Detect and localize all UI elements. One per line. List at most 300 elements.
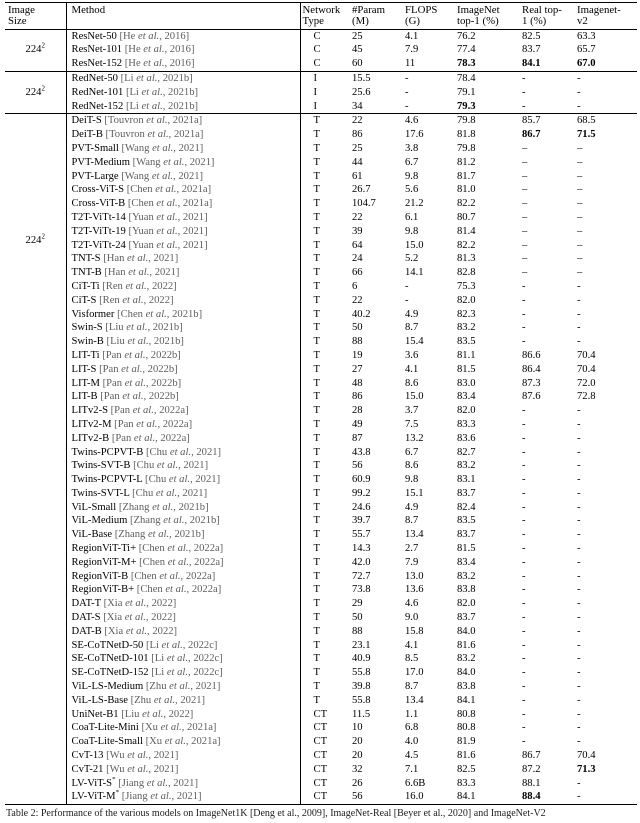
citation-link[interactable]: [Li et al., 2022c] [151,667,223,679]
citation-link[interactable]: [Liu et al., 2022] [121,708,194,720]
cell-top1: 80.8 [457,722,476,734]
cell-param: 86 [352,129,363,141]
method-cell [66,418,300,432]
cell-real: – [522,156,528,168]
method-name: CvT-13 [71,750,104,762]
cell-v2: – [577,211,583,223]
table-row [5,597,637,611]
cell-v2: - [577,529,581,541]
cell-type: CT [313,791,328,803]
column-header-line: Size [8,15,27,28]
cell-param: 44 [352,156,363,168]
table-row [5,183,637,197]
cell-type: T [313,142,320,154]
method-cell [66,528,300,542]
et-al-text: et al. [150,791,172,803]
method-name: LIT-B [71,391,98,403]
cell-top1: 81.9 [457,736,476,748]
cell-flops: 9.8 [405,225,419,237]
cell-param: 56 [352,791,363,803]
cell-type: T [313,377,320,389]
citation-link[interactable]: [Chu et al., 2021] [132,487,208,499]
cell-v2: – [577,156,583,168]
et-al-text: et al. [156,460,179,472]
citation-link[interactable]: [Xu et al., 2021a] [141,722,217,734]
column-header-line: Imagenet- [577,4,621,16]
cell-param: 55.7 [352,529,371,541]
table-row [5,128,637,142]
cell-v2: 70.4 [577,363,596,375]
method-name: ViL-LS-Base [71,694,128,706]
citation-link[interactable]: [Pan et al., 2022a] [111,432,190,444]
column-header-line: ImageNet [457,4,500,16]
citation-link[interactable]: [Wang et al., 2021] [121,142,204,154]
column-header-network-type [300,3,350,30]
cell-flops: 15.8 [405,625,424,637]
cell-type: CT [313,763,328,775]
table-row [5,763,637,777]
cell-flops: 6.7 [405,446,419,458]
table-row [5,363,637,377]
cell-real: – [522,184,528,196]
cell-flops: 9.8 [405,474,419,486]
column-header-line: Image [8,4,35,16]
cell-type: I [313,100,318,112]
cell-real: – [522,170,528,182]
table-row [5,432,637,446]
cell-param: 26 [352,777,363,789]
cell-v2: - [577,474,581,486]
citation-link[interactable]: [Xia et al., 2022] [103,598,177,610]
method-name: RegionViT-Ti+ [71,543,137,555]
method-cell [66,749,300,763]
method-cell [66,501,300,515]
cell-v2: - [577,432,581,444]
cell-type: T [313,667,320,679]
method-cell [66,377,300,391]
cell-top1: 83.0 [457,377,476,389]
et-al-text: et al. [125,625,148,637]
method-name: LIT-S [71,363,97,375]
cell-top1: 81.5 [457,543,476,555]
method-name: LIT-M [71,377,100,389]
cell-param: 24.6 [352,501,371,513]
method-cell [66,294,300,308]
cell-top1: 81.6 [457,750,476,762]
citation-link[interactable]: [Xia et al., 2022] [104,625,178,637]
cell-type: CT [313,722,328,734]
cell-flops: 3.7 [405,405,419,417]
cell-top1: 84.1 [457,694,476,706]
method-name: LIT-Ti [71,349,100,361]
cell-flops: 4.1 [405,363,419,375]
method-cell [66,363,300,377]
method-cell [66,225,300,239]
method-cell [66,611,300,625]
cell-top1: 75.3 [457,280,476,292]
column-header-line: Real top- [522,4,562,16]
et-al-text: et al. [124,612,146,624]
cell-flops: 8.7 [405,515,419,527]
cell-type: T [313,280,320,292]
method-name: LV-ViT-S* [71,776,116,789]
cell-top1: 83.7 [457,529,476,541]
cell-real: - [522,460,526,472]
cell-flops: 8.6 [405,377,419,389]
method-name: RedNet-101 [71,86,124,98]
cell-type: T [313,501,320,513]
results-table [5,2,637,805]
cell-v2: - [577,791,581,803]
citation-link[interactable]: [Wu et al., 2021] [106,763,179,775]
image-size-exponent: 2 [41,84,45,93]
cell-real: - [522,322,526,334]
table-row [5,294,637,308]
cell-real: - [522,570,526,582]
cell-top1: 81.5 [457,363,476,375]
cell-v2: 72.8 [577,391,596,403]
cell-top1: 79.8 [457,142,476,154]
et-al-text: et al. [142,708,164,720]
citation-link[interactable]: [Chen et al., 2022a] [139,556,224,568]
cell-v2: – [577,142,583,154]
cell-top1: 83.8 [457,584,476,596]
cell-flops: - [403,71,455,85]
citation-link[interactable]: [Li et al., 2022c] [145,639,218,651]
cell-real: - [522,612,526,624]
cell-v2: 71.5 [577,129,596,141]
table-row [5,377,637,391]
citation-link[interactable]: [Han et al., 2021] [104,267,180,279]
method-cell [66,639,300,653]
column-header-line: Network [302,4,341,16]
citation-link[interactable]: [Wang et al., 2021] [132,156,215,168]
citation-link[interactable]: [Liu et al., 2021b] [106,336,184,348]
cell-flops: 11 [405,58,416,70]
citation-link[interactable]: [Chu et al., 2021] [145,474,221,486]
cell-param: 55.8 [352,667,371,679]
cell-v2: - [577,667,581,679]
table-row [5,239,637,253]
image-size-cell [5,71,66,113]
method-name: DAT-B [71,625,102,637]
cell-v2: - [577,405,581,417]
citation-link[interactable]: [Pan et al., 2022a] [110,405,189,417]
cell-top1: 81.6 [457,639,476,651]
cell-type: T [313,225,320,237]
table-row [5,43,637,57]
citation-link[interactable]: [Zhu et al., 2021] [145,681,221,693]
citation-link[interactable]: [Liu et al., 2021b] [105,322,183,334]
et-al-text: et al. [141,100,163,112]
method-cell [66,321,300,335]
cell-param: 24 [352,253,363,265]
table-row [5,514,637,528]
cell-top1: 76.2 [457,30,476,42]
cell-type: CT [313,777,328,789]
cell-top1: 84.0 [457,667,476,679]
et-al-text: et al. [125,598,147,610]
citation-link[interactable]: [Zhang et al., 2021b] [118,501,209,513]
method-cell [66,142,300,156]
cell-real: 83.7 [522,44,541,56]
cell-real: 86.4 [522,363,541,375]
cell-type: T [313,681,320,693]
citation-link[interactable]: [Han et al., 2021] [103,253,179,265]
cell-v2: - [577,708,581,720]
cell-type: T [313,639,320,651]
method-name: CoaT-Lite-Mini [71,722,139,734]
citation-link[interactable]: [Jiang et al., 2021] [118,777,198,789]
et-al-text: et al. [156,225,178,237]
citation-link[interactable]: [Xu et al., 2021a] [145,736,221,748]
cell-top1: 80.7 [457,211,476,223]
table-row [5,459,637,473]
table-row [5,501,637,515]
cell-v2: - [577,694,581,706]
method-name: ViL-Medium [71,515,128,527]
citation-link[interactable]: [Yuan et al., 2021] [128,211,208,223]
citation-link[interactable]: [Ren et al., 2022] [102,280,177,292]
cell-top1: 82.3 [457,308,476,320]
citation-link[interactable]: [He et al., 2016] [119,30,190,42]
method-cell [66,335,300,349]
cell-type: T [313,267,320,279]
citation-link[interactable]: [Chen et al., 2022a] [130,570,216,582]
cell-param: 86 [352,391,363,403]
table-row [5,790,637,804]
method-cell [66,597,300,611]
et-al-text: et al. [147,529,170,541]
citation-link[interactable]: [Chu et al., 2021] [146,446,222,458]
citation-link[interactable]: [Chu et al., 2021] [133,460,209,472]
header-row [5,3,637,30]
citation-link[interactable]: [Jiang et al., 2021] [121,791,202,803]
image-size-value: $224^2$ [25,41,45,56]
cell-flops: 7.1 [405,763,419,775]
method-cell [66,100,300,114]
table-row [5,680,637,694]
method-cell [66,404,300,418]
cell-real: - [522,694,526,706]
method-name: SE-CoTNetD-50 [71,639,144,651]
cell-real: - [522,556,526,568]
cell-real: 88.1 [522,777,541,789]
table-row [5,252,637,266]
citation-link[interactable]: [Zhu et al., 2021] [130,694,206,706]
cell-param: 60.9 [352,474,371,486]
et-al-text: et al. [122,391,144,403]
column-header-method [66,3,300,30]
cell-type: T [313,308,320,320]
method-name: LITv2-B [71,432,110,444]
cell-type: T [313,418,320,430]
cell-real: – [522,225,528,237]
et-al-text: et al. [163,156,185,168]
method-cell [66,721,300,735]
cell-v2: – [577,253,583,265]
method-name: Cross-ViT-B [71,198,126,210]
image-size-cell [5,29,66,71]
cell-param: 20 [352,736,363,748]
citation-link[interactable]: [Ren et al., 2022] [99,294,174,306]
table-row [5,114,637,128]
cell-type: T [313,446,320,458]
citation-link[interactable]: [Li et al., 2021b] [125,86,199,98]
cell-type: CT [313,736,328,748]
cell-top1: 83.1 [457,474,476,486]
citation-link[interactable]: [Touvron et al., 2021a] [104,115,203,127]
cell-type: T [313,460,320,472]
cell-real: – [522,253,528,265]
cell-flops: 17.6 [405,129,424,141]
cell-v2: - [577,556,581,568]
et-al-text: et al. [167,556,189,568]
cell-real: - [522,515,526,527]
cell-param: 20 [352,750,363,762]
cell-real: - [522,736,526,748]
cell-flops: 9.0 [405,612,419,624]
cell-top1: 79.8 [455,114,520,128]
citation-link[interactable]: [Wang et al., 2021] [121,170,204,182]
cell-real: – [522,142,528,154]
citation-link[interactable]: [Pan et al., 2022b] [102,377,182,389]
method-cell [66,197,300,211]
cell-param: 87 [352,432,363,444]
citation-link[interactable]: [Chen et al., 2021b] [117,308,203,320]
cell-param: 23.1 [352,639,371,651]
cell-v2: 71.3 [577,763,596,775]
citation-link[interactable]: [Wu et al., 2021] [106,750,179,762]
cell-top1: 82.0 [457,598,476,610]
table-row [5,156,637,170]
cell-param: 42.0 [352,556,371,568]
method-cell [66,570,300,584]
et-al-text: et al. [167,543,189,555]
citation-link[interactable]: [Li et al., 2021b] [125,100,199,112]
cell-v2: - [577,100,581,112]
et-al-text: et al. [127,336,149,348]
cell-real: - [522,722,526,734]
cell-param: 25 [352,30,363,42]
cell-top1: 81.4 [457,225,476,237]
cell-v2: - [577,625,581,637]
method-name: T2T-ViTt-19 [71,225,126,237]
cell-top1: 83.7 [457,487,476,499]
table-row [5,652,637,666]
method-name: ResNet-50 [71,30,117,42]
et-al-text: et al. [160,722,182,734]
method-cell [66,349,300,363]
cell-v2: - [577,777,581,789]
et-al-text: et al. [151,170,174,182]
cell-top1: 83.5 [457,336,476,348]
citation-link[interactable]: [Chen et al., 2021a] [126,184,212,196]
citation-link[interactable]: [He et al., 2016] [124,58,195,70]
cell-flops: 13.4 [405,694,424,706]
column-header-line: FLOPS [405,4,438,16]
method-cell [66,57,300,71]
cell-real: 85.7 [520,114,575,128]
column-header-line: (G) [405,15,420,28]
cell-real: - [522,529,526,541]
image-size-exponent: 2 [41,41,45,50]
cell-v2: - [577,308,581,320]
cell-real: - [522,474,526,486]
cell-param: 40.9 [352,653,371,665]
column-header-line: #Param [352,4,385,16]
method-name: T2T-ViTt-14 [71,211,126,223]
et-al-text: et al. [146,777,168,789]
method-name: UniNet-B1 [71,708,119,720]
cell-v2: 65.7 [577,44,596,56]
citation-link[interactable]: [Zhang et al., 2021b] [114,529,205,541]
column-header-imagenet-top1 [455,3,520,30]
cell-flops: 8.6 [405,460,419,472]
citation-link[interactable]: [Yuan et al., 2021] [128,225,208,237]
table-row [5,446,637,460]
citation-link[interactable]: [Chen et al., 2022a] [136,584,222,596]
method-name: ViL-LS-Medium [71,681,144,693]
cell-type: T [313,529,320,541]
method-cell [66,652,300,666]
cell-flops: 6.8 [405,722,419,734]
cell-type: T [313,336,320,348]
table-row [5,225,637,239]
cell-param: 66 [352,267,363,279]
cell-real: 86.7 [522,750,541,762]
citation-link[interactable]: [He et al., 2016] [124,44,195,56]
et-al-text: et al. [125,280,147,292]
cell-v2: - [577,418,581,430]
citation-link[interactable]: [Pan et al., 2022b] [99,363,178,375]
citation-link[interactable]: [Yuan et al., 2021] [128,239,208,251]
citation-link[interactable]: [Chen et al., 2021a] [127,198,213,210]
table-row [5,335,637,349]
method-name: CiT-S [71,294,97,306]
cell-param: 72.7 [352,570,371,582]
method-cell [66,170,300,184]
cell-real: 86.6 [522,349,541,361]
cell-param: 39.8 [352,681,371,693]
method-cell [66,432,300,446]
citation-link[interactable]: [Pan et al., 2022a] [114,418,193,430]
method-name: Visformer [71,308,115,320]
cell-flops: 4.1 [405,639,419,651]
method-cell [66,473,300,487]
column-header-param [350,3,403,30]
citation-link[interactable]: [Chen et al., 2022a] [138,543,224,555]
cell-top1: 82.2 [457,198,476,210]
citation-link[interactable]: [Pan et al., 2022b] [102,349,181,361]
cell-flops: 14.1 [405,267,424,279]
citation-link[interactable]: [Pan et al., 2022b] [100,391,179,403]
cell-v2: - [577,570,581,582]
method-name: Cross-ViT-S [71,184,125,196]
citation-link[interactable]: [Zhang et al., 2021b] [130,515,220,527]
cell-type: T [313,515,320,527]
cell-param: 104.7 [352,198,376,210]
cell-v2: - [577,501,581,513]
citation-link[interactable]: [Li et al., 2022c] [151,653,223,665]
cell-top1: 83.2 [457,322,476,334]
table-row [5,349,637,363]
citation-link[interactable]: [Touvron et al., 2021a] [105,129,204,141]
citation-link[interactable]: [Li et al., 2021b] [120,72,193,84]
citation-link[interactable]: [Xia et al., 2022] [103,612,176,624]
cell-top1: 81.7 [457,170,476,182]
cell-real: - [522,308,526,320]
